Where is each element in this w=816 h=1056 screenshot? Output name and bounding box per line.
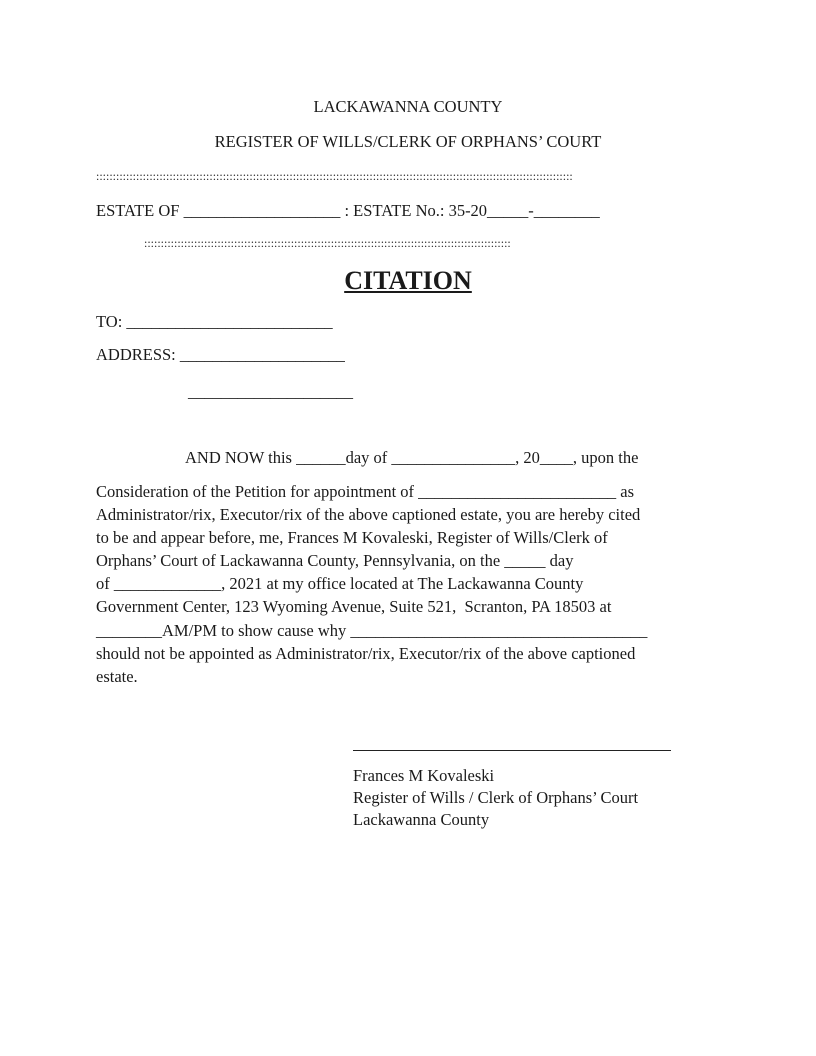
address-line: ADDRESS: ____________________ bbox=[96, 345, 345, 364]
body-line: to be and appear before, me, Frances M Kovaleski, Register of Wills/Clerk of bbox=[96, 528, 608, 547]
estate-line: ESTATE OF ___________________ : ESTATE No.: 35-20_____-________ bbox=[96, 201, 600, 220]
to-line: TO: _________________________ bbox=[96, 312, 333, 331]
signer-title: Register of Wills / Clerk of Orphans’ Court bbox=[353, 788, 639, 807]
body-line: estate. bbox=[96, 667, 138, 686]
dotted-divider-bottom: :::::::::::::::::::::::::::::::::::::::::::::::::::::::::::::::::::::::::::::::::::::::::::::::::::::::::::::: bbox=[144, 236, 511, 250]
body-line: Administrator/rix, Executor/rix of the above captioned estate, you are hereby cited bbox=[96, 505, 641, 524]
body-line: Consideration of the Petition for appointment of ________________________ as bbox=[96, 482, 635, 501]
body-line: of _____________, 2021 at my office located at The Lackawanna County bbox=[96, 574, 584, 593]
county-heading: LACKAWANNA COUNTY bbox=[313, 97, 503, 116]
signer-county: Lackawanna County bbox=[353, 810, 490, 829]
body-line: ________AM/PM to show cause why ____________________________________ bbox=[96, 621, 648, 640]
office-heading: REGISTER OF WILLS/CLERK OF ORPHANS’ COURT bbox=[214, 132, 602, 151]
dotted-divider-top: ::::::::::::::::::::::::::::::::::::::::::::::::::::::::::::::::::::::::::::::::::::::::::::::::::::::::::::::::::::::::::::::::::::::::::::::: bbox=[96, 169, 573, 183]
address-line-2: ____________________ bbox=[188, 382, 353, 401]
body-line: Government Center, 123 Wyoming Avenue, Suite 521, Scranton, PA 18503 at bbox=[96, 597, 612, 616]
signature-line bbox=[353, 750, 671, 751]
document-title: CITATION bbox=[344, 266, 472, 295]
body-line: AND NOW this ______day of _______________, 20____, upon the bbox=[185, 448, 639, 467]
body-line: should not be appointed as Administrator/rix, Executor/rix of the above captioned bbox=[96, 644, 636, 663]
body-line: Orphans’ Court of Lackawanna County, Pennsylvania, on the _____ day bbox=[96, 551, 574, 570]
signer-name: Frances M Kovaleski bbox=[353, 766, 495, 785]
